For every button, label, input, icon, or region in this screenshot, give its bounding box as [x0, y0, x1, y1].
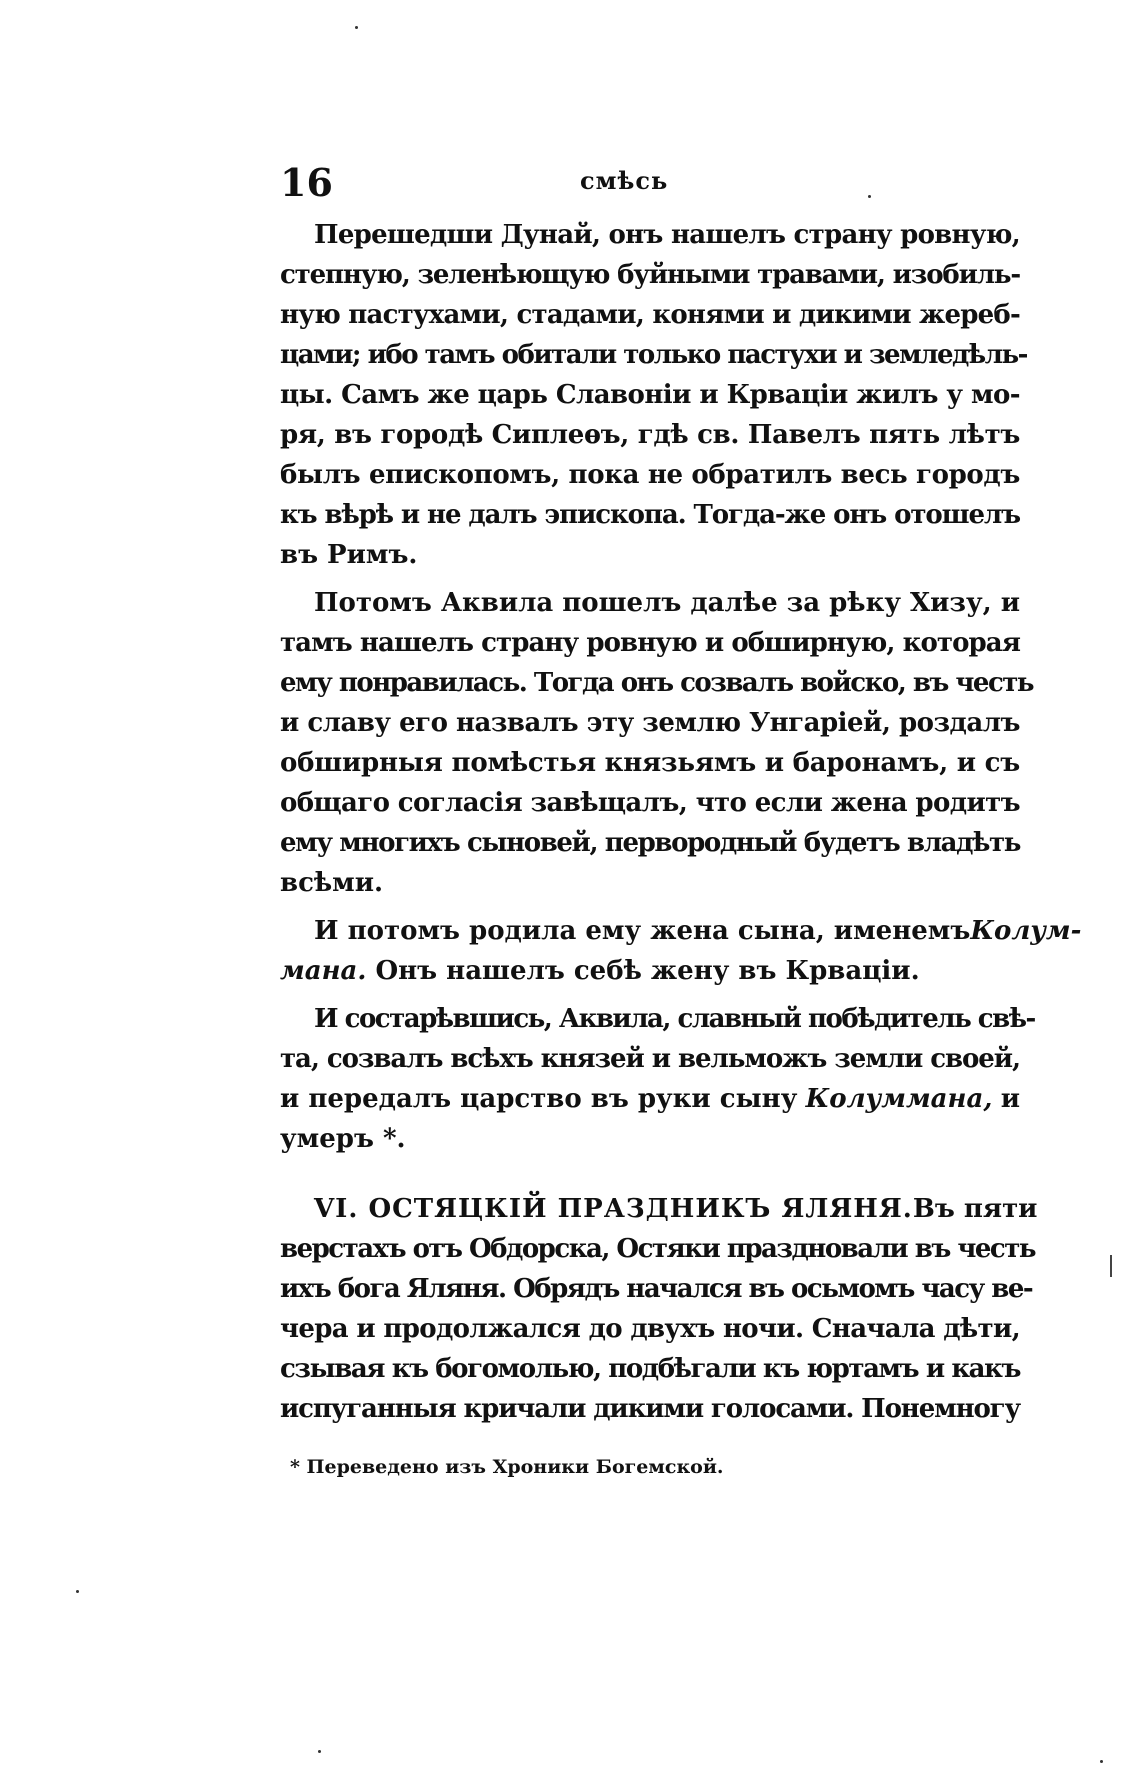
text-line: къ вѣрѣ и не далъ эпископа. Тогда-же онъ отошелъ — [280, 500, 1020, 530]
paragraph-3 — [280, 911, 1082, 991]
text-line: Потомъ Аквила пошелъ далѣе за рѣку Хизу, и — [314, 588, 1020, 618]
text-line: обширныя помѣстья князьямъ и баронамъ, и съ — [280, 748, 1020, 778]
section-title: VI. ОСТЯЦКІЙ ПРАЗДНИКЪ ЯЛЯНЯ. — [314, 1194, 913, 1224]
text-line: мана. Онъ нашелъ себѣ жену въ Крваціи. — [280, 956, 920, 986]
section-heading-line: VI. ОСТЯЦКІЙ ПРАЗДНИКЪ ЯЛЯНЯ. Въ пяти — [280, 1189, 1020, 1229]
text-line: общаго согласія завѣщалъ, что если жена родитъ — [280, 788, 1020, 818]
text-line: былъ епископомъ, пока не обратилъ весь городъ — [280, 460, 1020, 490]
text-line: Перешедши Дунай, онъ нашелъ страну ровную, — [314, 220, 1020, 250]
name-kolumman: Колум- — [970, 916, 1082, 946]
name-kolumman: Колуммана, — [805, 1084, 993, 1114]
text-line: тамъ нашелъ страну ровную и обширную, которая — [280, 628, 1020, 658]
text-line: испуганныя кричали дикими голосами. Понемногу — [280, 1394, 1020, 1424]
text-line: въ Римъ. — [280, 540, 418, 570]
section-vi — [280, 1189, 1038, 1429]
body-text — [280, 215, 1082, 1429]
text-line: И состарѣвшись, Аквила, славный побѣдитель свѣ- — [314, 1004, 1035, 1034]
text-line: цы. Самъ же царь Славоніи и Крваціи жилъ у мо- — [280, 380, 1020, 410]
paragraph-2 — [280, 583, 1034, 903]
text-line: сзывая къ богомолью, подбѣгали къ юртамъ и какъ — [280, 1354, 1020, 1384]
page-number: 16 — [280, 160, 333, 205]
text-line: ихъ бога Яляня. Обрядъ начался въ осьмомъ часу ве- — [280, 1274, 1033, 1304]
text-line: чера и продолжался до двухъ ночи. Сначала дѣти, — [280, 1314, 1020, 1344]
text-line: ему многихъ сыновей, первородный будетъ владѣть — [280, 828, 1020, 858]
text-line: ную пастухами, стадами, конями и дикими жереб- — [280, 300, 1020, 330]
running-head: смѣсь — [580, 166, 669, 195]
page-header — [280, 160, 1020, 206]
text-line: цами; ибо тамъ обитали только пастухи и земледѣль- — [280, 340, 1027, 370]
text-line: та, созвалъ всѣхъ князей и вельможъ земли своей, — [280, 1044, 1020, 1074]
footnote: * Переведено изъ Хроники Богемской. — [290, 1456, 724, 1478]
text-line: степную, зеленѣющую буйными травами, изобиль- — [280, 260, 1020, 290]
text-line: ему понравилась. Тогда онъ созвалъ войско, въ честь — [280, 668, 1034, 698]
scan-speck — [76, 1590, 79, 1593]
text-line: И потомъ родила ему жена сына, именемъ Колум- — [280, 911, 1020, 951]
text-line: и передалъ царство въ руки сыну Колуммана, и — [280, 1079, 1020, 1119]
scan-mark — [1110, 1255, 1112, 1277]
text-line: всѣми. — [280, 868, 384, 898]
text-line: верстахъ отъ Обдорска, Остяки праздновали въ честь — [280, 1234, 1035, 1264]
scan-speck — [318, 1750, 321, 1753]
scan-speck — [1100, 1760, 1103, 1763]
text-line: и славу его назвалъ эту землю Унгаріей, роздалъ — [280, 708, 1021, 738]
text-line: ря, въ городѣ Сиплеѳъ, гдѣ св. Павелъ пять лѣтъ — [280, 420, 1020, 450]
paragraph-4 — [280, 999, 1035, 1159]
scan-speck — [355, 26, 358, 29]
scan-speck — [868, 195, 871, 198]
paragraph-1 — [280, 215, 1027, 575]
text-line: умеръ *. — [280, 1124, 406, 1154]
